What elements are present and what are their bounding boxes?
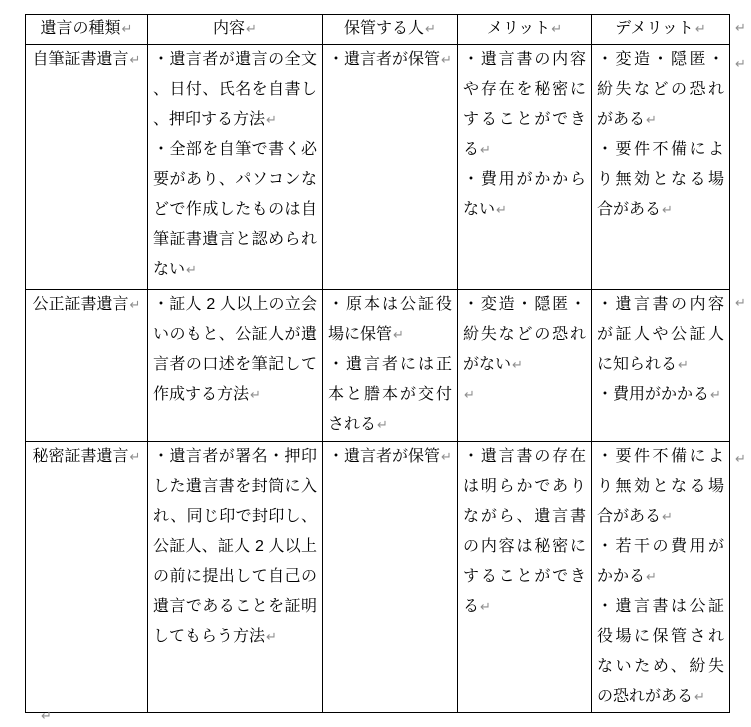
row-end-paragraph-mark: ↵ <box>735 451 746 466</box>
merits-cell <box>458 442 592 713</box>
cell-text: ・若干の費用がかかる <box>597 538 724 585</box>
paragraph-mark: ↵ <box>694 689 705 704</box>
cell-text: ・費用がかからない <box>463 171 586 218</box>
header-cell-4 <box>592 15 730 45</box>
cell-paragraph <box>328 442 452 472</box>
paragraph-mark: ↵ <box>41 708 52 723</box>
will-type-text: 秘密証書遺言 <box>32 448 129 465</box>
demerits-cell <box>592 442 730 713</box>
paragraph-mark: ↵ <box>694 21 706 36</box>
cell-paragraph <box>597 290 724 380</box>
demerits-cell <box>592 290 730 442</box>
paragraph-mark: ↵ <box>129 449 141 464</box>
cell-text: ・変造・隠匿・紛失などの恐れがない <box>463 296 586 373</box>
cell-paragraph <box>463 442 586 622</box>
cell-paragraph <box>463 290 586 380</box>
will-type-cell <box>26 442 148 713</box>
cell-text: ・変造・隠匿・紛失などの恐れがある <box>597 51 724 128</box>
paragraph-mark: ↵ <box>441 449 452 464</box>
paragraph-mark: ↵ <box>246 21 257 36</box>
will-type-cell <box>26 45 148 290</box>
keeper-cell <box>323 45 458 290</box>
header-cell-1 <box>148 15 323 45</box>
paragraph-mark: ↵ <box>512 357 523 372</box>
keeper-cell <box>323 290 458 442</box>
cell-paragraph <box>153 135 317 285</box>
header-cell-2 <box>323 15 458 45</box>
paragraph-mark: ↵ <box>464 387 475 402</box>
cell-text: ・費用がかかる <box>597 386 710 403</box>
cell-paragraph <box>597 592 724 712</box>
cell-text: ・原本は公証役場に保管 <box>328 296 452 343</box>
paragraph-mark: ↵ <box>551 21 563 36</box>
cell-text: ・要件不備により無効となる場合がある <box>597 141 724 218</box>
paragraph-mark: ↵ <box>646 112 657 127</box>
will-type-cell <box>26 290 148 442</box>
paragraph-mark: ↵ <box>646 569 657 584</box>
header-text: デメリット <box>615 20 694 37</box>
cell-text: ・遺言者が保管 <box>328 448 441 465</box>
cell-text: ・全部を自筆で書く必要があり、パソコンなどで作成したものは自筆証書遺言と認められない <box>153 141 317 278</box>
row-end-paragraph-mark: ↵ <box>735 295 746 310</box>
table-row <box>26 290 730 442</box>
paragraph-mark: ↵ <box>250 387 261 402</box>
paragraph-mark: ↵ <box>425 21 436 36</box>
paragraph-mark: ↵ <box>678 357 689 372</box>
cell-text: ・証人 2 人以上の立会いのもと、公証人が遺言者の口述を筆記して作成する方法 <box>153 296 317 403</box>
content-cell <box>148 45 323 290</box>
cell-paragraph <box>328 350 452 440</box>
header-cell-3 <box>458 15 592 45</box>
content-cell <box>148 290 323 442</box>
paragraph-mark: ↵ <box>710 387 721 402</box>
header-row <box>26 15 730 45</box>
will-type-text: 自筆証書遺言 <box>32 51 129 68</box>
merits-cell <box>458 45 592 290</box>
header-text: 内容 <box>213 20 246 37</box>
cell-text: ・遺言者には正本と謄本が交付される <box>328 356 452 433</box>
paragraph-mark: ↵ <box>393 327 404 342</box>
cell-paragraph <box>328 290 452 350</box>
paragraph-mark: ↵ <box>480 599 491 614</box>
keeper-cell <box>323 442 458 713</box>
cell-text: ・遺言者が保管 <box>328 51 441 68</box>
cell-paragraph <box>597 135 724 225</box>
table-body <box>26 45 730 713</box>
cell-text: ・遺言書の内容が証人や公証人に知られる <box>597 296 724 373</box>
cell-paragraph <box>597 45 724 135</box>
header-text: 保管する人 <box>344 20 425 37</box>
paragraph-mark: ↵ <box>441 52 452 67</box>
cell-text: ・遺言書の存在は明らかでありながら、遺言書の内容は秘密にすることができる <box>463 448 586 615</box>
cell-text: ・遺言書の内容や存在を秘密にすることができる <box>463 51 586 158</box>
header-text: 遺言の種類 <box>40 20 121 37</box>
cell-paragraph <box>597 380 724 410</box>
table-row <box>26 45 730 290</box>
paragraph-mark: ↵ <box>129 297 141 312</box>
cell-text: ・遺言者が遺言の全文、日付、氏名を自書し、押印する方法 <box>153 51 317 128</box>
table-header <box>26 15 730 45</box>
empty-paragraph <box>463 380 586 410</box>
paragraph-mark: ↵ <box>129 52 141 67</box>
row-end-paragraph-mark: ↵ <box>735 56 746 71</box>
cell-paragraph <box>463 45 586 165</box>
demerits-cell <box>592 45 730 290</box>
cell-paragraph <box>463 165 586 225</box>
header-cell-0 <box>26 15 148 45</box>
cell-paragraph <box>328 45 452 75</box>
cell-text: ・要件不備により無効となる場合がある <box>597 448 724 525</box>
cell-paragraph <box>153 45 317 135</box>
paragraph-mark: ↵ <box>480 142 491 157</box>
paragraph-mark: ↵ <box>662 202 673 217</box>
cell-paragraph <box>153 442 317 652</box>
content-cell <box>148 442 323 713</box>
paragraph-mark: ↵ <box>662 509 673 524</box>
paragraph-mark: ↵ <box>266 112 277 127</box>
table-row <box>26 442 730 713</box>
will-types-table <box>25 14 730 713</box>
cell-paragraph <box>597 442 724 532</box>
cell-paragraph <box>597 532 724 592</box>
will-type-text: 公正証書遺言 <box>32 296 129 313</box>
merits-cell <box>458 290 592 442</box>
paragraph-mark: ↵ <box>121 21 133 36</box>
paragraph-mark: ↵ <box>186 262 197 277</box>
paragraph-mark: ↵ <box>266 629 277 644</box>
paragraph-mark: ↵ <box>496 202 507 217</box>
header-text: メリット <box>486 20 551 37</box>
paragraph-mark: ↵ <box>377 417 388 432</box>
cell-text: ・遺言書は公証役場に保管されないため、紛失の恐れがある <box>597 598 724 705</box>
cell-text: ・遺言者が署名・押印した遺言書を封筒に入れ、同じ印で封印し、公証人、証人 2 人以上の前に提出して自己の遺言であることを証明してもらう方法 <box>153 448 317 645</box>
cell-paragraph <box>153 290 317 410</box>
row-end-paragraph-mark: ↵ <box>735 20 746 35</box>
